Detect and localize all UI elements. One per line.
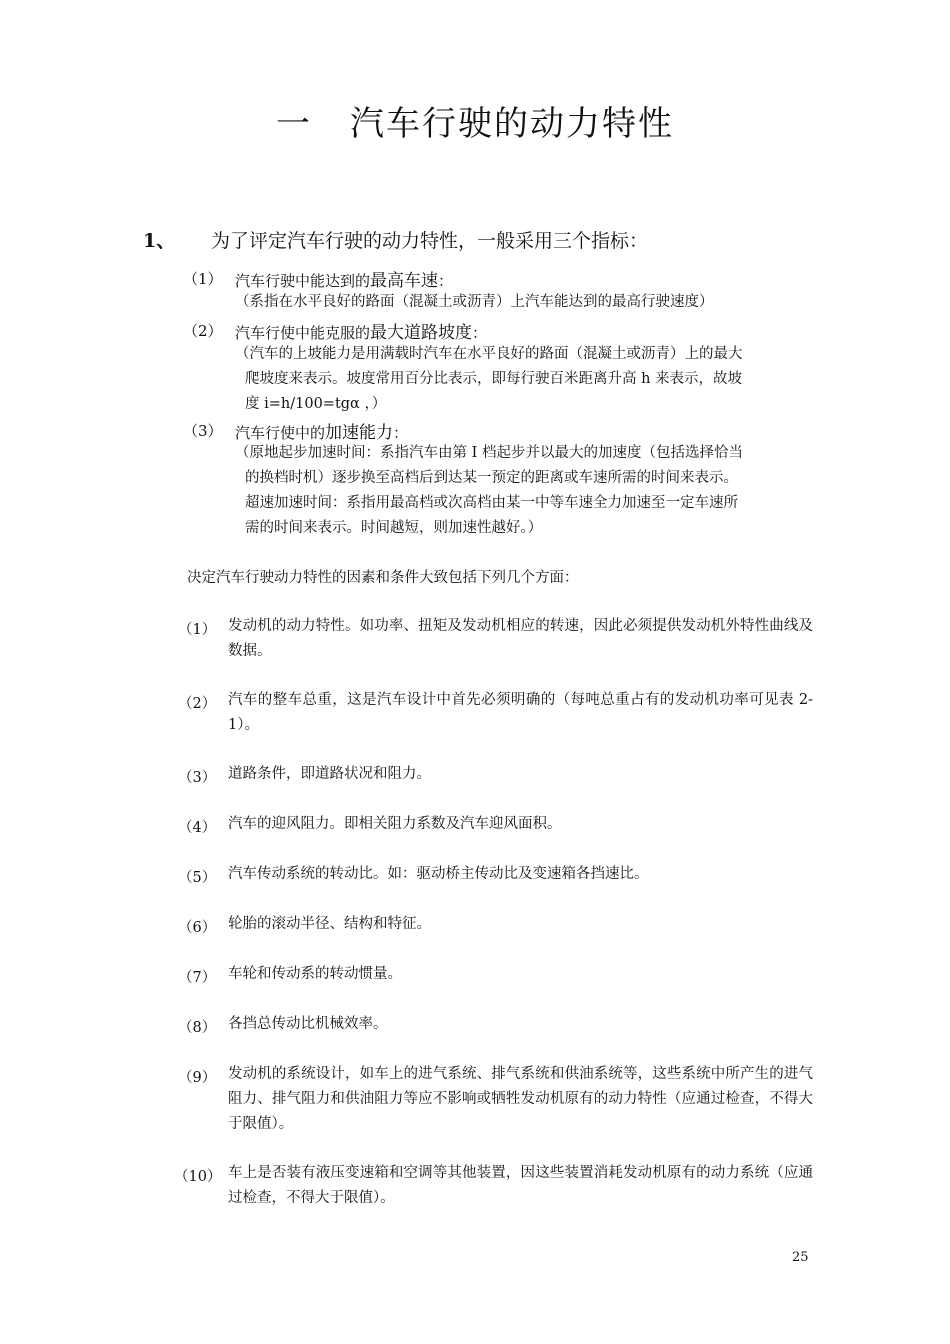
section-number: 1、 (143, 230, 176, 252)
section-heading: 为了评定汽车行驶的动力特性，一般采用三个指标： (211, 230, 649, 252)
indicator-note-line: 爬坡度来表示。坡度常用百分比表示，即每行驶百米距离升高 h 来表示，故坡 (245, 371, 743, 387)
factor-text: 汽车的迎风阻力。即相关阻力系数及汽车迎风面积。 (228, 816, 562, 832)
factor-number: （10） (174, 1169, 222, 1185)
indicator-note-line: （原地起步加速时间：系指汽车由第 I 档起步并以最大的加速度（包括选择恰当 (235, 445, 743, 461)
factor-number: （2） (178, 696, 217, 712)
indicator-prefix: 汽车行使中能克服的 (235, 324, 371, 342)
indicator-prefix: 汽车行驶中能达到的 (235, 272, 371, 290)
factor-number: （6） (178, 920, 217, 936)
indicator-emphasis: 最高车速 (370, 271, 439, 291)
indicator-suffix: ： (393, 424, 409, 442)
indicator-suffix: ： (472, 324, 488, 342)
factor-text: 车轮和传动系的转动惯量。 (228, 966, 402, 982)
factor-number: （3） (178, 770, 217, 786)
factor-text: 轮胎的滚动半径、结构和特征。 (228, 916, 431, 932)
factor-text: 发动机的动力特性。如功率、扭矩及发动机相应的转速，因此必须提供发动机外特性曲线及数据。 (228, 618, 813, 659)
indicator-emphasis: 最大道路坡度 (370, 323, 473, 343)
factor-text: 各挡总传动比机械效率。 (228, 1016, 388, 1032)
page-title (0, 96, 950, 145)
factor-text: 发动机的系统设计，如车上的进气系统、排气系统和供油系统等，这些系统中所产生的进气阻力、排气阻力和供油阻力等应不影响或牺牲发动机原有的动力特性（应通过检查，不得大于限值）。 (228, 1066, 813, 1132)
factor-number: （9） (178, 1070, 217, 1086)
indicator-suffix: ： (438, 272, 454, 290)
indicator-note-line: 需的时间来表示。时间越短，则加速性越好。） (245, 520, 543, 536)
page-number: 25 (792, 1250, 809, 1265)
factor-number: （4） (178, 820, 217, 836)
factor-text: 汽车的整车总重，这是汽车设计中首先必须明确的（每吨总重占有的发动机功率可见表 2-1）。 (228, 692, 813, 733)
indicator-number: （1） (183, 270, 223, 288)
indicator-label (235, 266, 453, 291)
indicator-note-line: （系指在水平良好的路面（混凝土或沥青）上汽车能达到的最高行驶速度） (235, 294, 714, 310)
indicator-prefix: 汽车行使中的 (235, 424, 326, 442)
chapter-title: 汽车行驶的动力特性 (350, 104, 674, 144)
indicator-label (235, 418, 408, 443)
indicator-number: （3） (183, 422, 223, 440)
factor-number: （7） (178, 970, 217, 986)
indicator-note-line: 度 i=h/100=tgα ，） (245, 396, 387, 412)
factor-text: 道路条件，即道路状况和阻力。 (228, 766, 431, 782)
chapter-number: 一 (276, 104, 312, 144)
factor-text: 车上是否装有液压变速箱和空调等其他装置，因这些装置消耗发动机原有的动力系统（应通过检查，不得大于限值）。 (228, 1165, 813, 1206)
indicator-note-line: 超速加速时间：系指用最高档或次高档由某一中等车速全力加速至一定车速所 (245, 495, 738, 511)
factor-number: （1） (178, 622, 217, 638)
indicator-emphasis: 加速能力 (325, 423, 394, 443)
factor-number: （8） (178, 1020, 217, 1036)
factors-intro: 决定汽车行驶动力特性的因素和条件大致包括下列几个方面： (187, 570, 579, 586)
indicator-label (235, 318, 487, 343)
indicator-note-line: 的换档时机）逐步换至高档后到达某一预定的距离或车速所需的时间来表示。 (245, 470, 738, 486)
indicator-number: （2） (183, 322, 223, 340)
factor-text: 汽车传动系统的转动比。如：驱动桥主传动比及变速箱各挡速比。 (228, 866, 649, 882)
factor-number: （5） (178, 870, 217, 886)
indicator-note-line: （汽车的上坡能力是用满载时汽车在水平良好的路面（混凝土或沥青）上的最大 (235, 346, 743, 362)
